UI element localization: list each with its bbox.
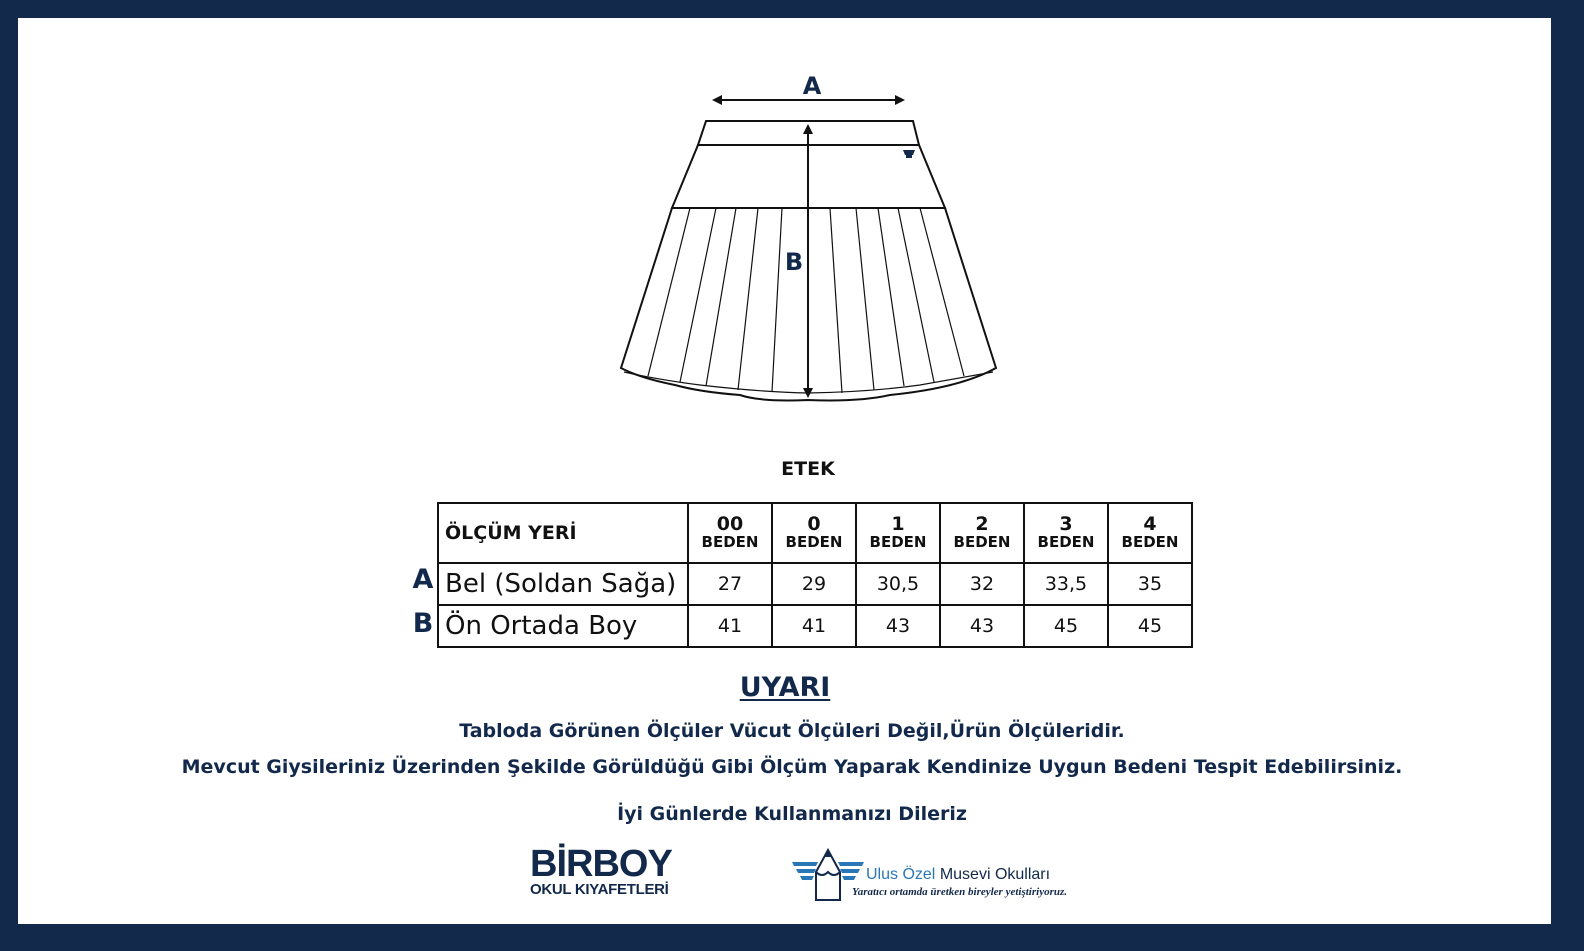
table-header-row — [438, 503, 1192, 563]
table-cell: 43 — [940, 605, 1024, 647]
header-size-0 — [772, 503, 856, 563]
table-cell: 43 — [856, 605, 940, 647]
table-cell: 45 — [1108, 605, 1192, 647]
table-cell: 30,5 — [856, 563, 940, 605]
ulus-logo-slogan: Yaratıcı ortamda üretken bireyler yetiştiriyoruz. — [852, 886, 1068, 898]
header-measurement-point: ÖLÇÜM YERİ — [438, 503, 688, 563]
birboy-logo-title: BİRBOY — [530, 843, 672, 885]
skirt-diagram — [600, 60, 1020, 420]
label-b: B — [784, 248, 804, 276]
size-number: 3 — [1059, 513, 1073, 536]
table-cell: 41 — [688, 605, 772, 647]
size-unit: BEDEN — [1037, 533, 1095, 552]
warning-line-1: Tabloda Görünen Ölçüler Vücut Ölçüleri Değil,Ürün Ölçüleridir. — [459, 720, 1125, 742]
size-unit: BEDEN — [785, 533, 843, 552]
size-number: 1 — [891, 513, 905, 536]
size-number: 00 — [716, 513, 744, 536]
header-size-1 — [856, 503, 940, 563]
header-size-2 — [940, 503, 1024, 563]
table-cell: 29 — [772, 563, 856, 605]
row-label-waist: Bel (Soldan Sağa) — [438, 563, 688, 605]
size-number: 4 — [1143, 513, 1157, 536]
header-size-4 — [1108, 503, 1192, 563]
birboy-logo — [530, 843, 680, 898]
size-unit: BEDEN — [701, 533, 759, 552]
header-size-3 — [1024, 503, 1108, 563]
label-a: A — [802, 72, 822, 100]
row-letter-a: A — [412, 564, 434, 595]
table-cell: 41 — [772, 605, 856, 647]
ulus-logo-name — [866, 866, 1050, 884]
size-table — [437, 502, 1193, 648]
ulus-name-part1: Ulus Özel — [866, 866, 936, 883]
header-size-00 — [688, 503, 772, 563]
size-unit: BEDEN — [869, 533, 927, 552]
pleat-lines — [648, 208, 964, 393]
table-cell: 45 — [1024, 605, 1108, 647]
logo-mark-icon — [903, 150, 915, 158]
birboy-logo-subtitle: OKUL KIYAFETLERİ — [530, 881, 669, 898]
table-cell: 32 — [940, 563, 1024, 605]
size-unit: BEDEN — [953, 533, 1011, 552]
warning-line-2: Mevcut Giysileriniz Üzerinden Şekilde Görüldüğü Gibi Ölçüm Yaparak Kendinize Uygun Bedeni Tespit Edebilirsiniz. — [181, 756, 1403, 778]
size-number: 2 — [975, 513, 989, 536]
row-label-length: Ön Ortada Boy — [438, 605, 688, 647]
table-cell: 27 — [688, 563, 772, 605]
section-title: ETEK — [781, 458, 835, 480]
warning-title: UYARI — [739, 672, 831, 703]
row-letter-b: B — [412, 608, 434, 639]
table-cell: 35 — [1108, 563, 1192, 605]
table-row-waist — [438, 563, 1192, 605]
table-row-length — [438, 605, 1192, 647]
ulus-logo — [792, 848, 1082, 904]
size-unit: BEDEN — [1121, 533, 1179, 552]
ulus-name-part2: Musevi Okulları — [939, 866, 1051, 883]
table-cell: 33,5 — [1024, 563, 1108, 605]
warning-line-3: İyi Günlerde Kullanmanızı Dileriz — [617, 803, 967, 825]
size-number: 0 — [807, 513, 821, 536]
